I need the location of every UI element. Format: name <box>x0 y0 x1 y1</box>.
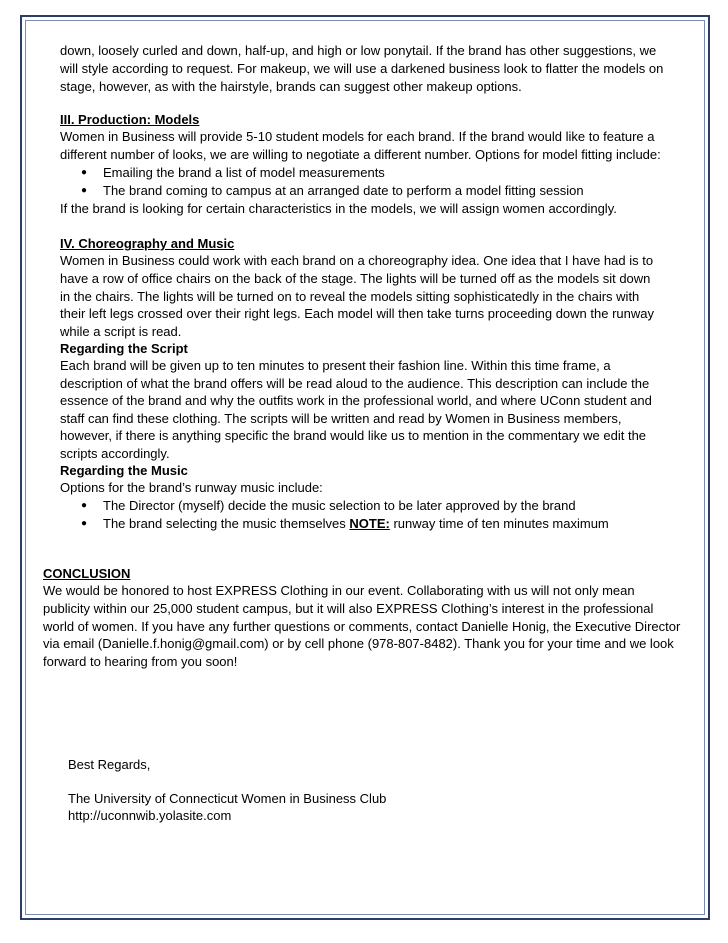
script-line: scripts accordingly. <box>60 446 170 461</box>
production-bullet: Emailing the brand a list of model measurements <box>103 165 385 180</box>
section-heading-production: III. Production: Models <box>60 112 200 127</box>
music-bullet-text: runway time of ten minutes maximum <box>389 516 609 531</box>
signature-org: The University of Connecticut Women in Business Club <box>68 791 387 806</box>
conclusion-line: world of women. If you have any further questions or comments, contact Danielle Honig, the Executive Director <box>43 619 681 634</box>
intro-line: will style according to request. For makeup, we will use a darkened business look to flatter the models on <box>60 61 664 76</box>
note-label: NOTE: <box>349 516 390 531</box>
music-bullet <box>103 515 609 532</box>
conclusion-line: We would be honored to host EXPRESS Clothing in our event. Collaborating with us will not only mean <box>43 583 635 598</box>
choreography-line: have a row of office chairs on the back of the stage. The lights will be turned off as the models sit down <box>60 271 651 286</box>
subheading-script: Regarding the Script <box>60 341 188 356</box>
production-line: different number of looks, we are willing to negotiate a different number. Options for model fitting include: <box>60 147 661 162</box>
production-line: Women in Business will provide 5-10 student models for each brand. If the brand would like to feature a <box>60 129 655 144</box>
section-heading-conclusion: CONCLUSION <box>43 566 131 581</box>
subheading-music: Regarding the Music <box>60 463 188 478</box>
conclusion-line: via email (Danielle.f.honig@gmail.com) or by cell phone (978-807-8482). Thank you for your time and we look <box>43 636 674 651</box>
bullet-icon: ● <box>81 518 88 529</box>
script-line: description of what the brand offers will be read aloud to the audience. This description can include the <box>60 376 650 391</box>
production-closing: If the brand is looking for certain characteristics in the models, we will assign women accordingly. <box>60 201 617 216</box>
conclusion-line: forward to hearing from you soon! <box>43 654 238 669</box>
script-line: staff can find these clothing. The scripts will be written and read by Women in Business members, <box>60 411 622 426</box>
music-intro: Options for the brand’s runway music include: <box>60 480 323 495</box>
bullet-icon: ● <box>81 500 88 511</box>
choreography-line: Women in Business could work with each brand on a choreography idea. One idea that I have had is to <box>60 253 654 268</box>
section-heading-choreography: IV. Choreography and Music <box>60 236 235 251</box>
choreography-line: in the chairs. The lights will be turned on to reveal the models sitting sophisticatedly in the chairs with <box>60 289 640 304</box>
choreography-line: their left legs crossed over their right legs. Each model will then take turns proceeding down the runway <box>60 306 654 321</box>
choreography-line: while a script is read. <box>60 324 182 339</box>
bullet-icon: ● <box>81 167 88 178</box>
music-bullet-text: The brand selecting the music themselves <box>103 516 350 531</box>
script-line: Each brand will be given up to ten minutes to present their fashion line. Within this time frame, a <box>60 358 611 373</box>
intro-line: stage, however, as with the hairstyle, brands can suggest other makeup options. <box>60 79 522 94</box>
signature-url: http://uconnwib.yolasite.com <box>68 808 232 823</box>
bullet-icon: ● <box>81 185 88 196</box>
production-bullet: The brand coming to campus at an arranged date to perform a model fitting session <box>103 183 584 198</box>
music-bullet: The Director (myself) decide the music selection to be later approved by the brand <box>103 498 576 513</box>
script-line: however, if there is anything specific the brand would like us to mention in the commentary we edit the <box>60 428 647 443</box>
intro-line: down, loosely curled and down, half-up, and high or low ponytail. If the brand has other suggestions, we <box>60 43 657 58</box>
script-line: essence of the brand and why the outfits work in the professional world, and where UConn student and <box>60 393 652 408</box>
closing-salutation: Best Regards, <box>68 757 151 772</box>
conclusion-line: publicity within our 25,000 student campus, but it will also EXPRESS Clothing’s interest in the professional <box>43 601 654 616</box>
